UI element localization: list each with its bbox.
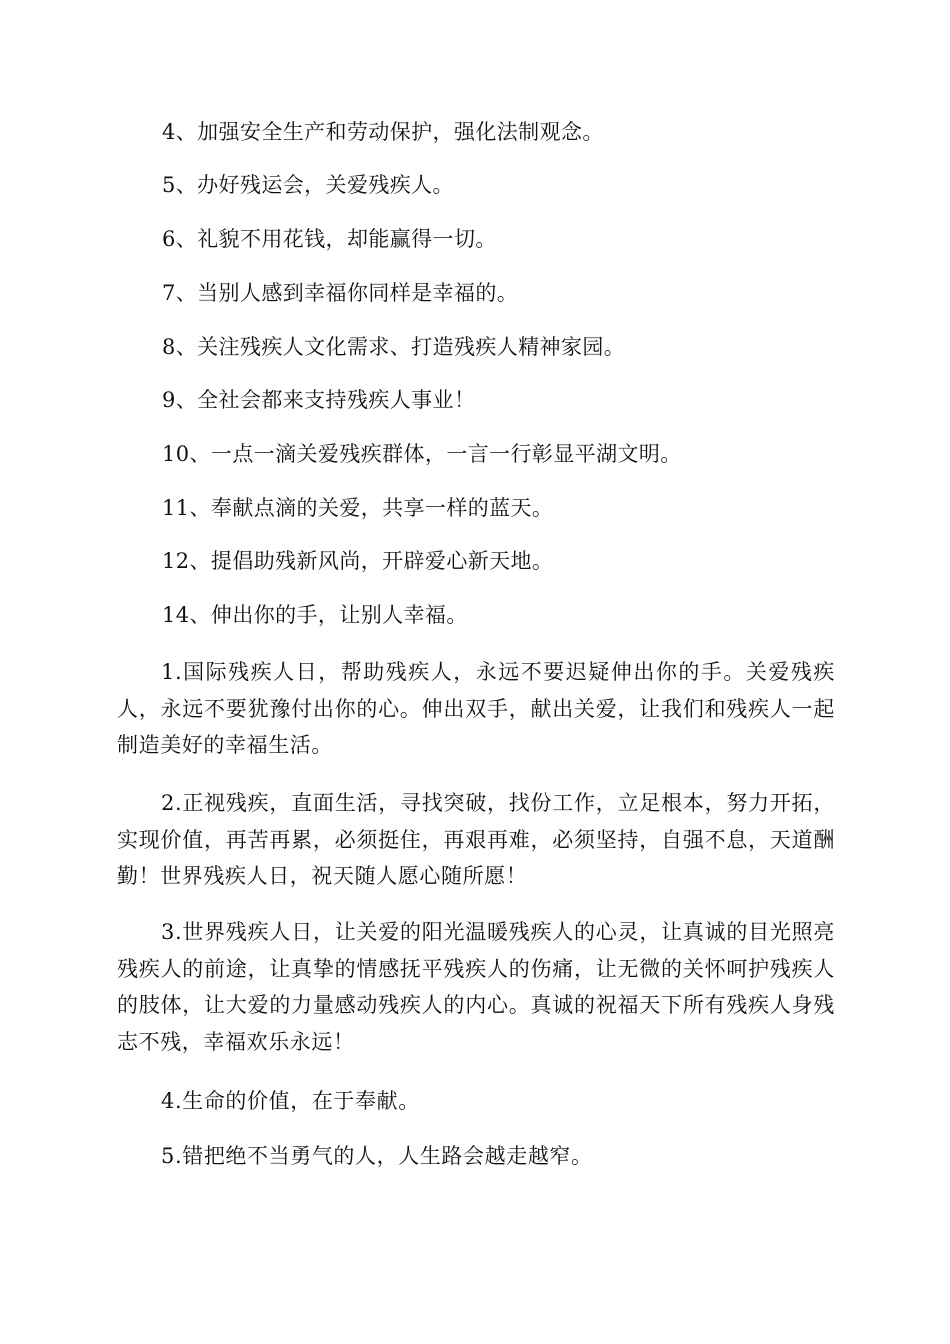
slogan-line: 6、礼貌不用花钱，却能赢得一切。 [162, 227, 497, 251]
slogan-line: 12、提倡助残新风尚，开辟爱心新天地。 [162, 549, 554, 573]
paragraph: 3.世界残疾人日，让关爱的阳光温暖残疾人的心灵，让真诚的目光照亮残疾人的前途，让真挚的情感抚平残疾人的伤痛，让无微的关怀呵护残疾人的肢体，让大爱的力量感动残疾人的内心。真诚的祝福天下所有残疾人身残志不残，幸福欢乐永远！ [117, 920, 835, 1054]
paragraph: 5.错把绝不当勇气的人，人生路会越走越窄。 [161, 1144, 593, 1168]
slogan-line: 7、当别人感到幸福你同样是幸福的。 [162, 281, 519, 305]
slogan-line: 11、奉献点滴的关爱，共享一样的蓝天。 [162, 496, 554, 520]
paragraph: 4.生命的价值，在于奉献。 [161, 1089, 420, 1113]
slogan-line: 14、伸出你的手，让别人幸福。 [162, 603, 468, 627]
slogan-line: 9、全社会都来支持残疾人事业！ [162, 388, 476, 412]
slogan-line: 5、办好残运会，关爱残疾人。 [162, 173, 454, 197]
slogan-line: 10、一点一滴关爱残疾群体，一言一行彰显平湖文明。 [162, 442, 682, 466]
slogan-line: 8、关注残疾人文化需求、打造残疾人精神家园。 [162, 335, 626, 359]
paragraph: 1.国际残疾人日，帮助残疾人，永远不要迟疑伸出你的手。关爱残疾人，永远不要犹豫付出你的心。伸出双手，献出关爱，让我们和残疾人一起制造美好的幸福生活。 [117, 660, 835, 757]
slogan-line: 4、加强安全生产和劳动保护，强化法制观念。 [162, 120, 604, 144]
paragraph: 2.正视残疾，直面生活，寻找突破，找份工作，立足根本，努力开拓，实现价值，再苦再累，必须挺住，再艰再难，必须坚持，自强不息，天道酬勤！世界残疾人日，祝天随人愿心随所愿！ [117, 791, 835, 888]
